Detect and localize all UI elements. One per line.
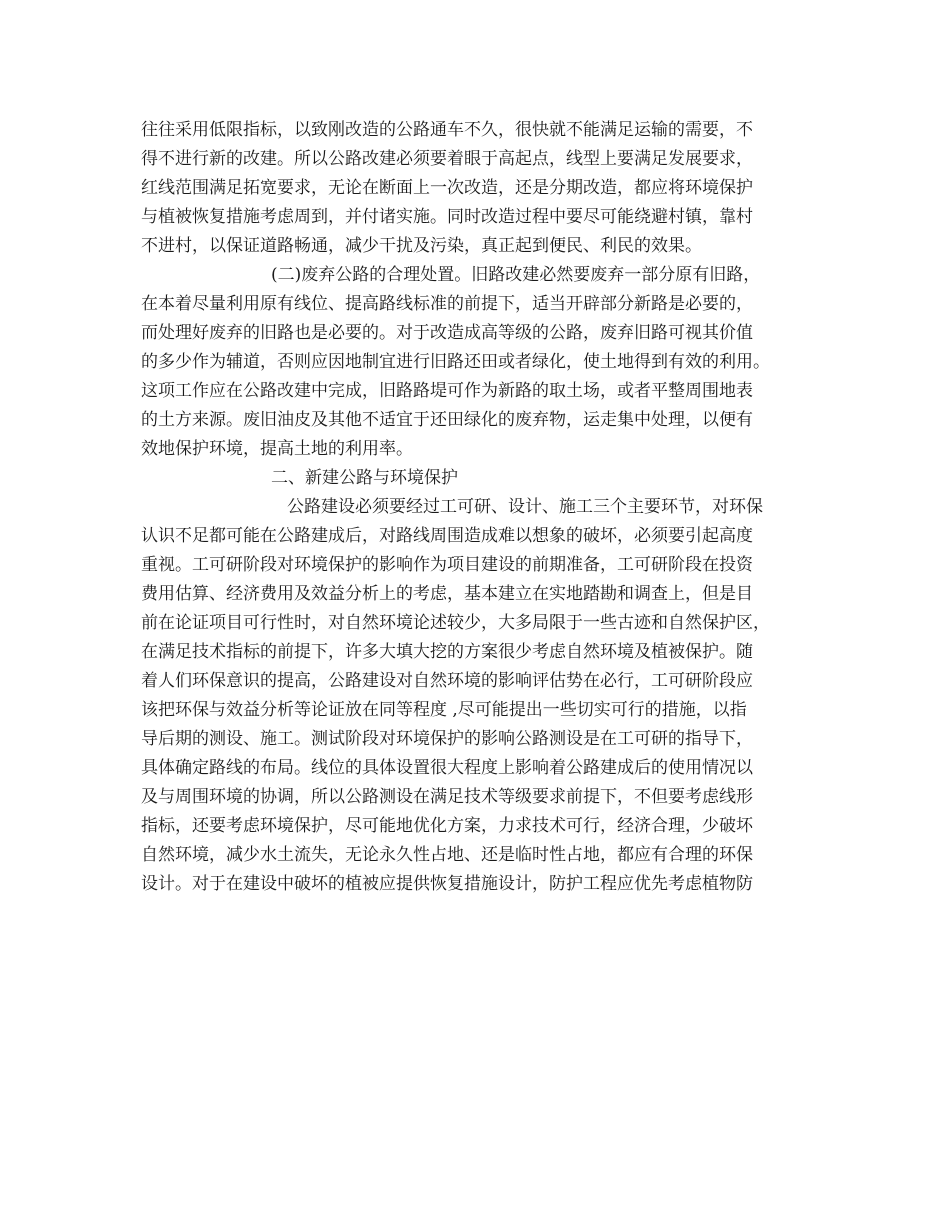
paragraph-start-line: 公路建设必须要经过工可研、设计、施工三个主要环节，对环保: [287, 497, 763, 517]
text-line: 及与周围环境的协调，所以公路测设在满足技术等级要求前提下，不但要考虑线形: [141, 787, 753, 807]
text-line: 自然环境，减少水土流失，无论永久性占地、还是临时性占地，都应有合理的环保: [141, 845, 753, 865]
text-line: 指标，还要考虑环境保护，尽可能地优化方案，力求技术可行，经济合理，少破坏: [141, 816, 753, 836]
text-line: 该把环保与效益分析等论证放在同等程度 ,尽可能提出一些切实可行的措施，以指: [141, 700, 747, 720]
text-line: 着人们环保意识的提高，公路建设对自然环境的影响评估势在必行，工可研阶段应: [141, 671, 753, 691]
text-line: 这项工作应在公路改建中完成，旧路路堤可作为新路的取土场，或者平整周围地表: [141, 381, 753, 401]
paragraph-start-line: (二)废弃公路的合理处置。旧路改建必然要废弃一部分原有旧路，: [271, 265, 761, 285]
section-heading: 二、新建公路与环境保护: [271, 468, 458, 488]
text-line: 重视。工可研阶段对环境保护的影响作为项目建设的前期准备，工可研阶段在投资: [141, 555, 753, 575]
text-line: 往往采用低限指标，以致刚改造的公路通车不久，很快就不能满足运输的需要，不: [141, 120, 753, 140]
text-line: 在满足技术指标的前提下，许多大填大挖的方案很少考虑自然环境及植被保护。随: [141, 642, 753, 662]
text-line: 的土方来源。废旧油皮及其他不适宜于还田绿化的废弃物，运走集中处理，以便有: [141, 410, 753, 430]
text-line: 与植被恢复措施考虑周到，并付诸实施。同时改造过程中要尽可能绕避村镇，靠村: [141, 207, 753, 227]
text-line: 认识不足都可能在公路建成后，对路线周围造成难以想象的破坏，必须要引起高度: [141, 526, 753, 546]
text-line: 而处理好废弃的旧路也是必要的。对于改造成高等级的公路，废弃旧路可视其价值: [141, 323, 753, 343]
text-line: 在本着尽量利用原有线位、提高路线标准的前提下，适当开辟部分新路是必要的，: [141, 294, 753, 314]
text-line: 的多少作为辅道，否则应因地制宜进行旧路还田或者绿化，使土地得到有效的利用。: [141, 352, 770, 372]
text-line: 具体确定路线的布局。线位的具体设置很大程度上影响着公路建成后的使用情况以: [141, 758, 753, 778]
text-line: 得不进行新的改建。所以公路改建必须要着眼于高起点，线型上要满足发展要求，: [141, 149, 753, 169]
text-line: 红线范围满足拓宽要求，无论在断面上一次改造，还是分期改造，都应将环境保护: [141, 178, 753, 198]
text-line: 导后期的测设、施工。测试阶段对环境保护的影响公路测设是在工可研的指导下，: [141, 729, 753, 749]
text-line: 设计。对于在建设中破坏的植被应提供恢复措施设计，防护工程应优先考虑植物防: [141, 874, 753, 894]
text-line: 不进村，以保证道路畅通，减少干扰及污染，真正起到便民、利民的效果。: [141, 236, 702, 256]
text-line: 前在论证项目可行性时，对自然环境论述较少，大多局限于一些古迹和自然保护区，: [141, 613, 770, 633]
body-text: [141, 116, 831, 899]
text-line: 效地保护环境，提高土地的利用率。: [141, 439, 413, 459]
text-line: 费用估算、经济费用及效益分析上的考虑，基本建立在实地踏勘和调查上，但是目: [141, 584, 753, 604]
